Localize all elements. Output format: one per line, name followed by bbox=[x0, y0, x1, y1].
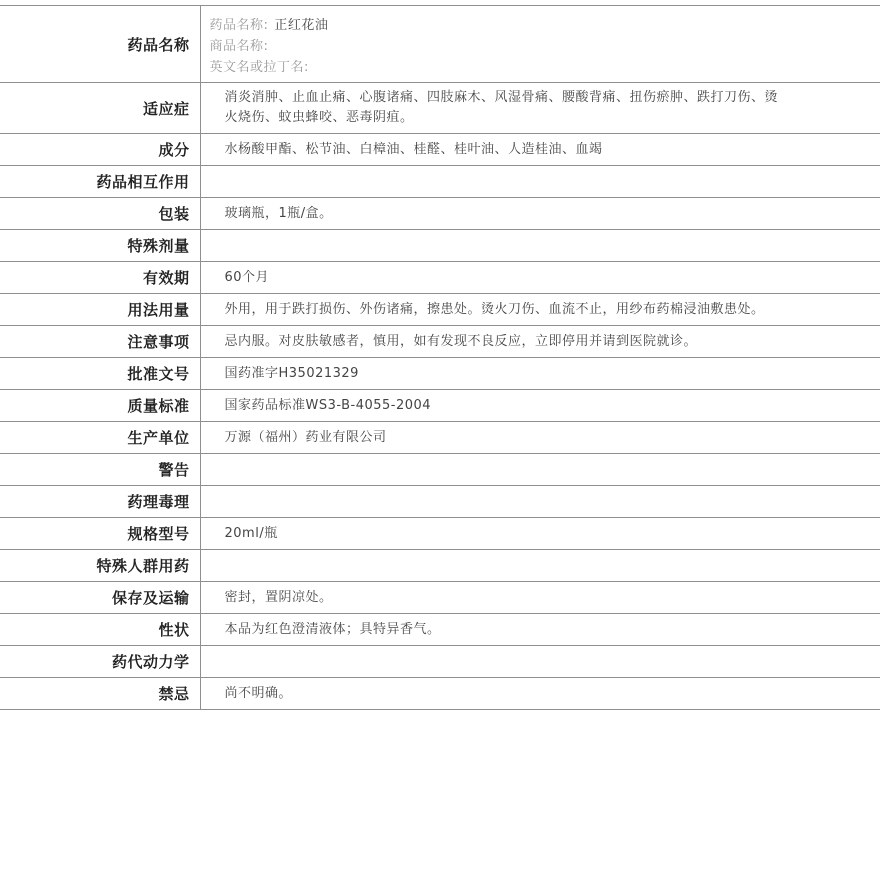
row-label: 药代动力学 bbox=[0, 646, 200, 678]
row-label: 警告 bbox=[0, 454, 200, 486]
row-special-populations bbox=[0, 550, 880, 582]
row-approval-number bbox=[0, 358, 880, 390]
row-value: 20ml/瓶 bbox=[200, 518, 880, 550]
row-label: 生产单位 bbox=[0, 422, 200, 454]
row-special-dosage bbox=[0, 230, 880, 262]
row-value: 忌内服。对皮肤敏感者，慎用，如有发现不良反应，立即停用并请到医院就诊。 bbox=[200, 326, 880, 358]
trade-name-line bbox=[210, 36, 880, 57]
row-label: 保存及运输 bbox=[0, 582, 200, 614]
row-label: 特殊剂量 bbox=[0, 230, 200, 262]
row-value: 密封，置阴凉处。 bbox=[200, 582, 880, 614]
row-storage bbox=[0, 582, 880, 614]
row-drug-name bbox=[0, 6, 880, 83]
row-value: 国药准字H35021329 bbox=[200, 358, 880, 390]
latin-name-line bbox=[210, 57, 880, 78]
row-label: 药品名称 bbox=[0, 6, 200, 83]
row-value bbox=[200, 166, 880, 198]
row-description bbox=[0, 614, 880, 646]
row-precautions bbox=[0, 326, 880, 358]
row-contraindications bbox=[0, 678, 880, 710]
generic-name-key: 药品名称: bbox=[209, 18, 269, 33]
row-label: 批准文号 bbox=[0, 358, 200, 390]
row-value: 水杨酸甲酯、松节油、白樟油、桂醛、桂叶油、人造桂油、血竭 bbox=[200, 134, 880, 166]
row-label: 禁忌 bbox=[0, 678, 200, 710]
row-value bbox=[200, 486, 880, 518]
row-label: 规格型号 bbox=[0, 518, 200, 550]
trade-name-key: 商品名称: bbox=[209, 39, 269, 54]
row-packaging bbox=[0, 198, 880, 230]
row-label: 有效期 bbox=[0, 262, 200, 294]
row-value bbox=[200, 230, 880, 262]
row-specification bbox=[0, 518, 880, 550]
row-value: 消炎消肿、止血止痛、心腹诸痛、四肢麻木、风湿骨痛、腰酸背痛、扭伤瘀肿、跌打刀伤、烫火烧伤、蚊虫蜂咬、恶毒阴疽。 bbox=[200, 83, 880, 134]
latin-name-key: 英文名或拉丁名: bbox=[209, 60, 309, 75]
row-value: 国家药品标准WS3-B-4055-2004 bbox=[200, 390, 880, 422]
generic-name-line bbox=[210, 15, 880, 36]
row-pharmacokinetics bbox=[0, 646, 880, 678]
row-indications bbox=[0, 83, 880, 134]
row-manufacturer bbox=[0, 422, 880, 454]
row-label: 药理毒理 bbox=[0, 486, 200, 518]
drug-info-body bbox=[0, 6, 880, 710]
row-shelf-life bbox=[0, 262, 880, 294]
generic-name-value: 正红花油 bbox=[274, 18, 329, 33]
row-label: 适应症 bbox=[0, 83, 200, 134]
row-value: 万源（福州）药业有限公司 bbox=[200, 422, 880, 454]
row-value bbox=[200, 550, 880, 582]
row-value: 玻璃瓶，1瓶/盒。 bbox=[200, 198, 880, 230]
row-label: 药品相互作用 bbox=[0, 166, 200, 198]
row-value: 60个月 bbox=[200, 262, 880, 294]
row-label: 质量标准 bbox=[0, 390, 200, 422]
drug-info-table bbox=[0, 5, 880, 710]
row-value: 尚不明确。 bbox=[200, 678, 880, 710]
row-quality-standard bbox=[0, 390, 880, 422]
row-value bbox=[200, 646, 880, 678]
row-ingredients bbox=[0, 134, 880, 166]
row-label: 注意事项 bbox=[0, 326, 200, 358]
row-label: 特殊人群用药 bbox=[0, 550, 200, 582]
row-warning bbox=[0, 454, 880, 486]
row-label: 成分 bbox=[0, 134, 200, 166]
row-value: 外用，用于跌打损伤、外伤诸痛，擦患处。烫火刀伤、血流不止，用纱布药棉浸油敷患处。 bbox=[200, 294, 880, 326]
row-interactions bbox=[0, 166, 880, 198]
row-pharmacology bbox=[0, 486, 880, 518]
row-label: 包装 bbox=[0, 198, 200, 230]
row-label: 用法用量 bbox=[0, 294, 200, 326]
row-value: 本品为红色澄清液体；具特异香气。 bbox=[200, 614, 880, 646]
drug-name-values bbox=[200, 6, 880, 83]
row-label: 性状 bbox=[0, 614, 200, 646]
row-usage-dosage bbox=[0, 294, 880, 326]
row-value bbox=[200, 454, 880, 486]
